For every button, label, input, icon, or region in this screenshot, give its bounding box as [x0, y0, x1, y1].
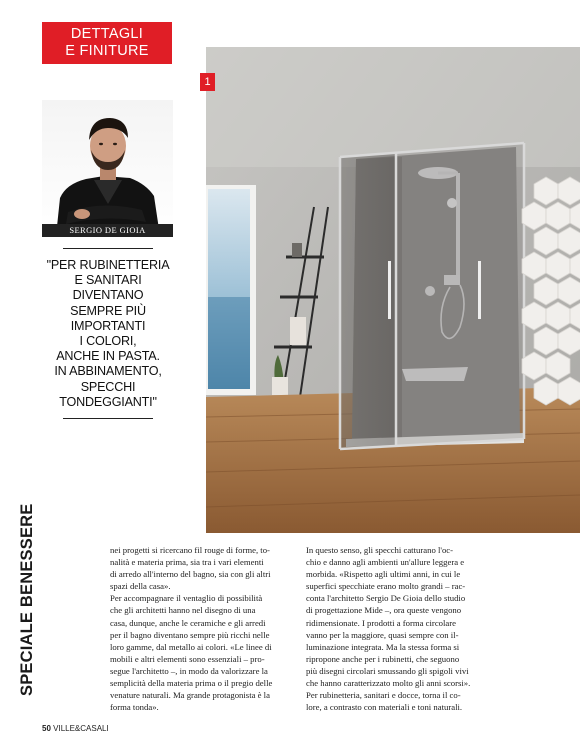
section-tag-line1: DETTAGLI [70, 26, 144, 42]
quote-line: ANCHE IN PASTA. [56, 349, 160, 364]
quote-rule-bottom [63, 418, 153, 419]
body-line: vanno per la maggiore, quasi sempre con il- [306, 629, 459, 640]
body-line: spazi della casa». [110, 581, 171, 592]
body-line: segue l'architetto –, in modo da valorizzare la [110, 665, 268, 676]
body-line: forma tonda». [110, 702, 159, 713]
body-line: semplicità della materia prima o il pregio delle [110, 678, 273, 689]
page-folio [42, 724, 109, 733]
body-line: mobili e altri elementi sono essenziali – pro- [110, 653, 265, 664]
portrait-photo [42, 100, 173, 236]
body-line: Per accompagnare il ventaglio di possibilità [110, 593, 263, 604]
side-label-text: SPECIALE BENESSERE [18, 503, 36, 696]
body-line: chio e danno agli ambienti un'allure leggera e [306, 557, 465, 568]
portrait-illustration [42, 100, 173, 236]
body-line: nalità e materia prima, sia tra i vari elementi [110, 557, 264, 568]
quote-line: "PER RUBINETTERIA [46, 258, 170, 272]
body-line: In questo senso, gli specchi catturano l'oc- [306, 545, 454, 555]
body-line: più disegni circolari smussando gli spigoli vivi [306, 665, 469, 676]
body-column-2 [306, 544, 471, 713]
body-line: superfici specchiate erano molto grandi – rac- [306, 581, 466, 592]
page-number: 50 [42, 724, 51, 733]
pull-quote [42, 258, 174, 410]
side-label [0, 505, 36, 705]
body-line: ripropone anche per i rubinetti, che seguono [306, 653, 460, 664]
quote-rule-top [63, 248, 153, 249]
quote-line: SPECCHI [80, 379, 136, 394]
body-line: venature naturali. Ma grande protagonista è la [110, 690, 270, 701]
portrait-caption: SERGIO DE GIOIA [42, 224, 173, 237]
main-photo [206, 47, 580, 533]
body-line: per il bagno diventano sempre più ricchi nelle [110, 629, 270, 640]
body-line: conta l'architetto Sergio De Gioia dello studio [306, 593, 466, 604]
photo-number-badge: 1 [200, 73, 215, 91]
body-column-1 [110, 544, 278, 713]
magazine-name: VILLE&CASALI [53, 724, 109, 733]
body-line: morbida. «Rispetto agli ultimi anni, in cui le [306, 569, 461, 580]
body-line: di progettazione Mide –, ora queste vengono [306, 605, 462, 616]
body-line: nei progetti si ricercano fil rouge di forme, to- [110, 545, 270, 555]
body-line: di arredo all'interno del bagno, sia con gli altri [110, 569, 271, 580]
body-line: che gli architetti hanno nel disegno di una [110, 605, 256, 616]
body-line: loro gamme, dal metallo ai colori. «Le linee di [110, 641, 272, 652]
body-line: che hanno caratterizzato molto gli anni scorsi». [306, 678, 471, 689]
body-line: luminazione integrata. Ma la stessa forma si [306, 641, 460, 652]
section-tag-line2: E FINITURE [65, 43, 149, 59]
quote-line: IN ABBINAMENTO, [54, 364, 162, 379]
quote-line: TONDEGGIANTI" [59, 394, 157, 409]
quote-line: I COLORI, [79, 334, 137, 349]
body-line: Per rubinetteria, sanitari e docce, torna il co- [306, 690, 461, 701]
body-line: lore, a contrasto con materiali e toni naturali. [306, 702, 463, 713]
body-line: ridimensionate. I prodotti a forma circolare [306, 617, 457, 628]
body-line: casa, dunque, anche le ceramiche e gli arredi [110, 617, 266, 628]
section-tag [42, 22, 172, 64]
shower-illustration [206, 47, 580, 533]
quote-line: SEMPRE PIÙ IMPORTANTI [70, 303, 146, 333]
quote-line: E SANITARI DIVENTANO [72, 273, 144, 303]
